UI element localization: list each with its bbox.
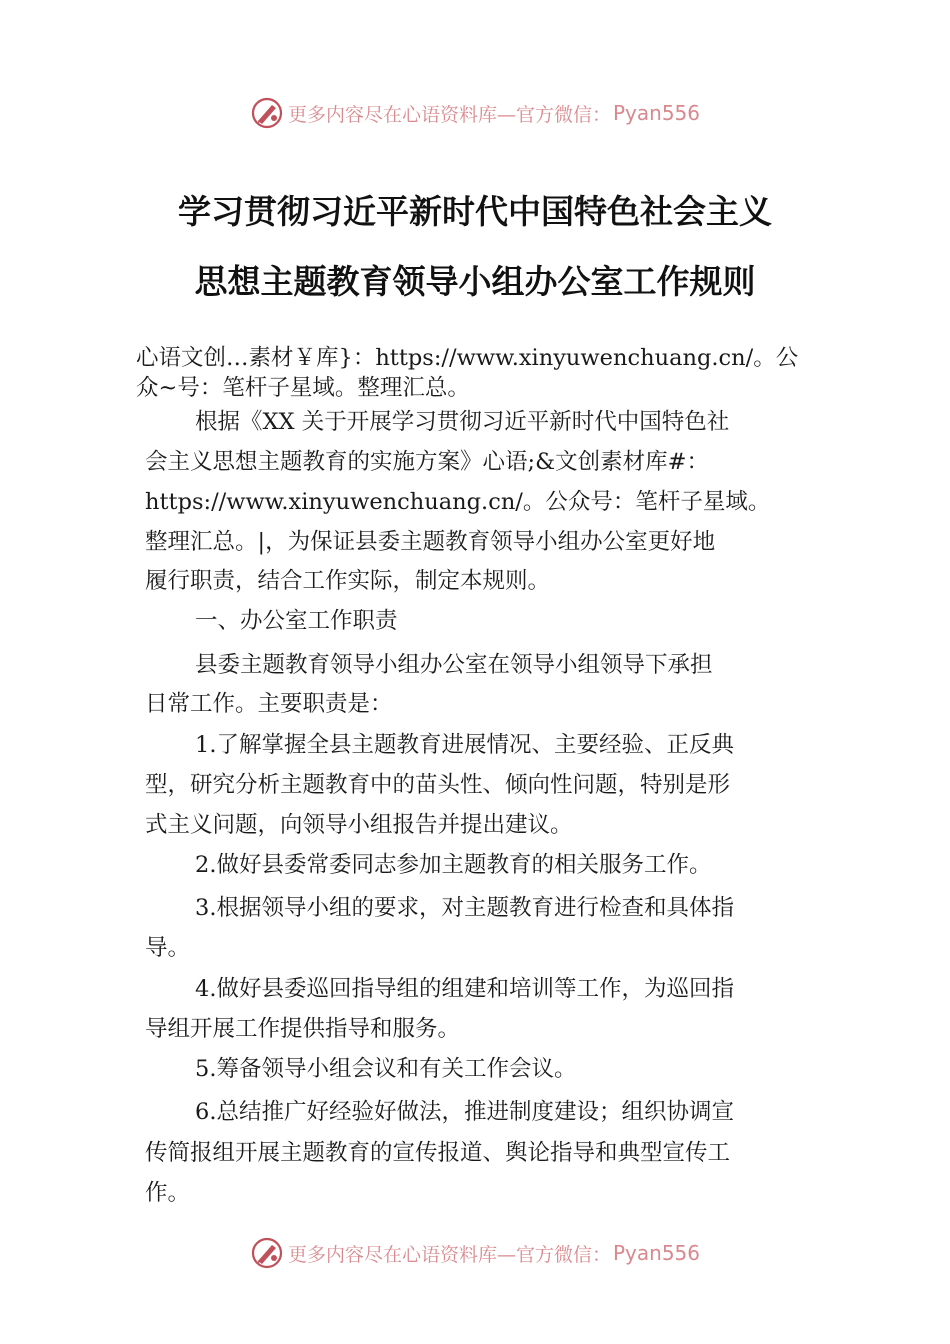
body-line: 式主义问题，向领导小组报告并提出建议。 [145, 812, 573, 838]
body-line: 整理汇总。|，为保证县委主题教育领导小组办公室更好地 [145, 529, 716, 555]
document-title-line-1: 学习贯彻习近平新时代中国特色社会主义 [178, 192, 772, 231]
body-line: 导。 [145, 935, 191, 961]
body-line: 3.根据领导小组的要求，对主题教育进行检查和具体指 [195, 895, 734, 921]
banner-wechat-handle: Pyan556 [613, 101, 701, 125]
body-line: 根据《XX 关于开展学习贯彻习近平新时代中国特色社 [195, 409, 730, 435]
body-line: 5.筹备领导小组会议和有关工作会议。 [195, 1056, 577, 1082]
body-line: 传简报组开展主题教育的宣传报道、舆论指导和典型宣传工 [145, 1140, 731, 1166]
footer-banner [0, 1233, 950, 1273]
body-line: 2.做好县委常委同志参加主题教育的相关服务工作。 [195, 852, 712, 878]
pen-seal-icon [250, 96, 284, 130]
document-title-line-2: 思想主题教育领导小组办公室工作规则 [194, 262, 756, 301]
body-line: 作。 [145, 1180, 191, 1206]
body-line: 履行职责，结合工作实际，制定本规则。 [145, 568, 551, 594]
body-line: https://www.xinyuwenchuang.cn/。公众号：笔杆子星域。 [145, 489, 771, 515]
pen-seal-icon [250, 1236, 284, 1270]
banner-text: 更多内容尽在心语资料库—官方微信： [287, 1243, 611, 1266]
banner-wechat-handle: Pyan556 [613, 1241, 701, 1265]
header-banner [0, 93, 950, 133]
body-line: 6.总结推广好经验好做法，推进制度建设；组织协调宣 [195, 1099, 734, 1125]
body-line: 导组开展工作提供指导和服务。 [145, 1016, 461, 1042]
body-line: 4.做好县委巡回指导组的组建和培训等工作，为巡回指 [195, 976, 734, 1002]
body-line: 心语文创…素材￥库}：https://www.xinyuwenchuang.cn/。公 [136, 345, 799, 371]
banner-text: 更多内容尽在心语资料库—官方微信： [287, 103, 611, 126]
body-line: 型，研究分析主题教育中的苗头性、倾向性问题，特别是形 [145, 772, 731, 798]
body-line: 众~号：笔杆子星域。整理汇总。 [136, 375, 470, 401]
body-line: 县委主题教育领导小组办公室在领导小组领导下承担 [195, 652, 713, 678]
body-line: 会主义思想主题教育的实施方案》心语;&文创素材库#： [145, 449, 709, 475]
body-line: 1.了解掌握全县主题教育进展情况、主要经验、正反典 [195, 732, 734, 758]
body-line: 日常工作。主要职责是： [145, 691, 393, 717]
section-heading: 一、办公室工作职责 [195, 608, 398, 634]
